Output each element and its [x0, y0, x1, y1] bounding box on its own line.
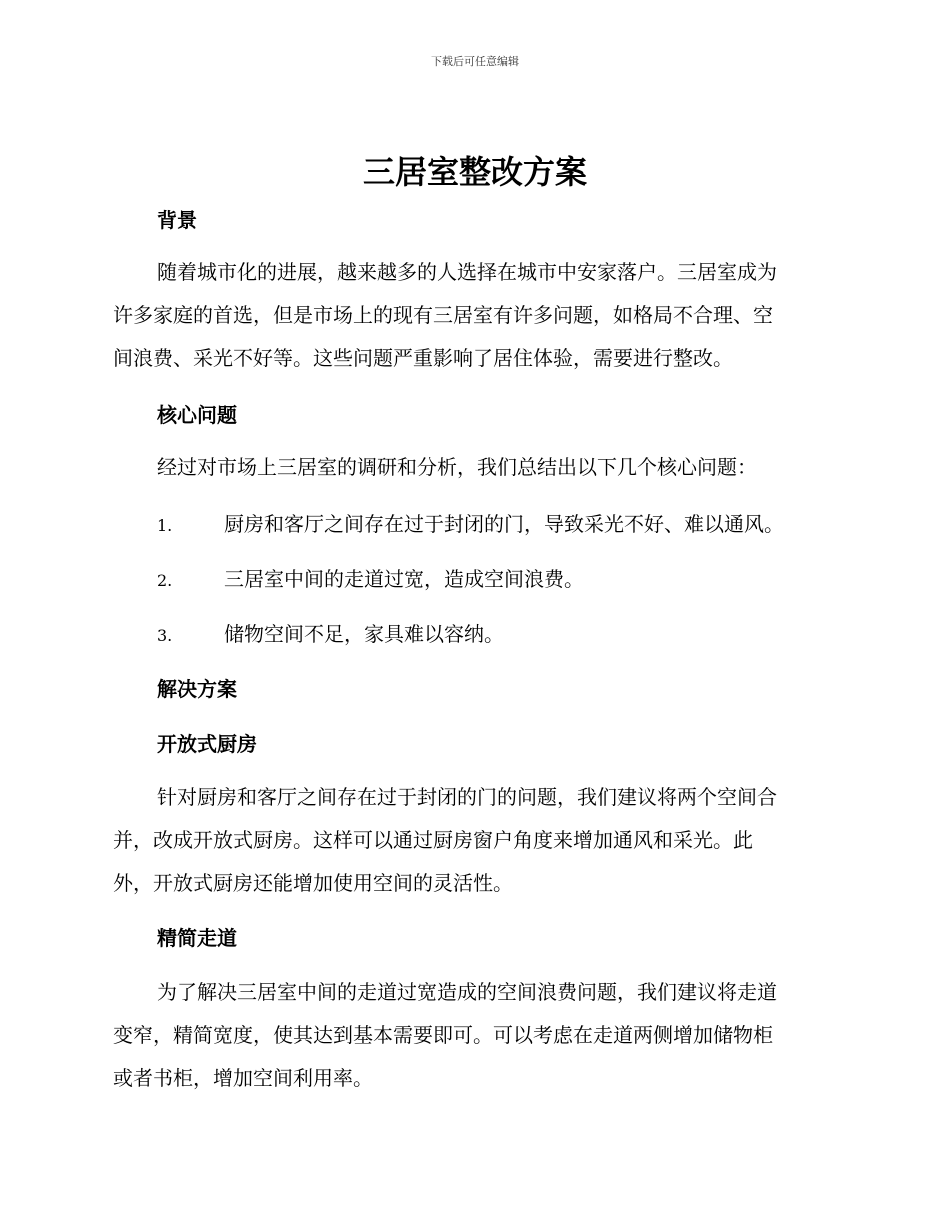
paragraph-line: 间浪费、采光不好等。这些问题严重影响了居住体验，需要进行整改。	[113, 346, 733, 370]
paragraph-open-kitchen	[113, 776, 838, 905]
document-title: 三居室整改方案	[362, 153, 587, 191]
list-item	[157, 620, 847, 650]
section-heading-open-kitchen: 开放式厨房	[157, 732, 257, 756]
paragraph-background	[113, 251, 838, 380]
paragraph-line: 并，改成开放式厨房。这样可以通过厨房窗户角度来增加通风和采光。此	[113, 828, 753, 852]
paragraph-line: 外，开放式厨房还能增加使用空间的灵活性。	[113, 871, 513, 895]
list-item	[157, 510, 847, 540]
paragraph-line: 针对厨房和客厅之间存在过于封闭的门的问题，我们建议将两个空间合	[157, 785, 777, 809]
header-note: 下载后可任意编辑	[431, 55, 519, 68]
list-text: 三居室中间的走道过宽，造成空间浪费。	[224, 567, 584, 591]
paragraph-streamlined-hallway	[113, 971, 838, 1100]
list-text: 储物空间不足，家具难以容纳。	[224, 622, 504, 646]
paragraph-line: 许多家庭的首选，但是市场上的现有三居室有许多问题，如格局不合理、空	[113, 303, 773, 327]
paragraph-line: 经过对市场上三居室的调研和分析，我们总结出以下几个核心问题：	[157, 455, 757, 479]
section-heading-solutions: 解决方案	[157, 677, 237, 701]
paragraph-line: 为了解决三居室中间的走道过宽造成的空间浪费问题，我们建议将走道	[157, 980, 777, 1004]
list-number: 1.	[157, 516, 173, 535]
list-number: 3.	[157, 626, 173, 645]
list-number: 2.	[157, 571, 173, 590]
paragraph-line: 变窄，精简宽度，使其达到基本需要即可。可以考虑在走道两侧增加储物柜	[113, 1023, 773, 1047]
paragraph-line: 随着城市化的进展，越来越多的人选择在城市中安家落户。三居室成为	[157, 260, 777, 284]
paragraph-line: 或者书柜，增加空间利用率。	[113, 1066, 373, 1090]
list-item	[157, 565, 847, 595]
section-heading-core-issues: 核心问题	[157, 403, 237, 427]
section-heading-streamlined-hallway: 精简走道	[157, 926, 237, 950]
list-text: 厨房和客厅之间存在过于封闭的门，导致采光不好、难以通风。	[224, 512, 784, 536]
section-heading-background: 背景	[157, 208, 197, 232]
paragraph-core-issues-intro	[113, 446, 838, 489]
